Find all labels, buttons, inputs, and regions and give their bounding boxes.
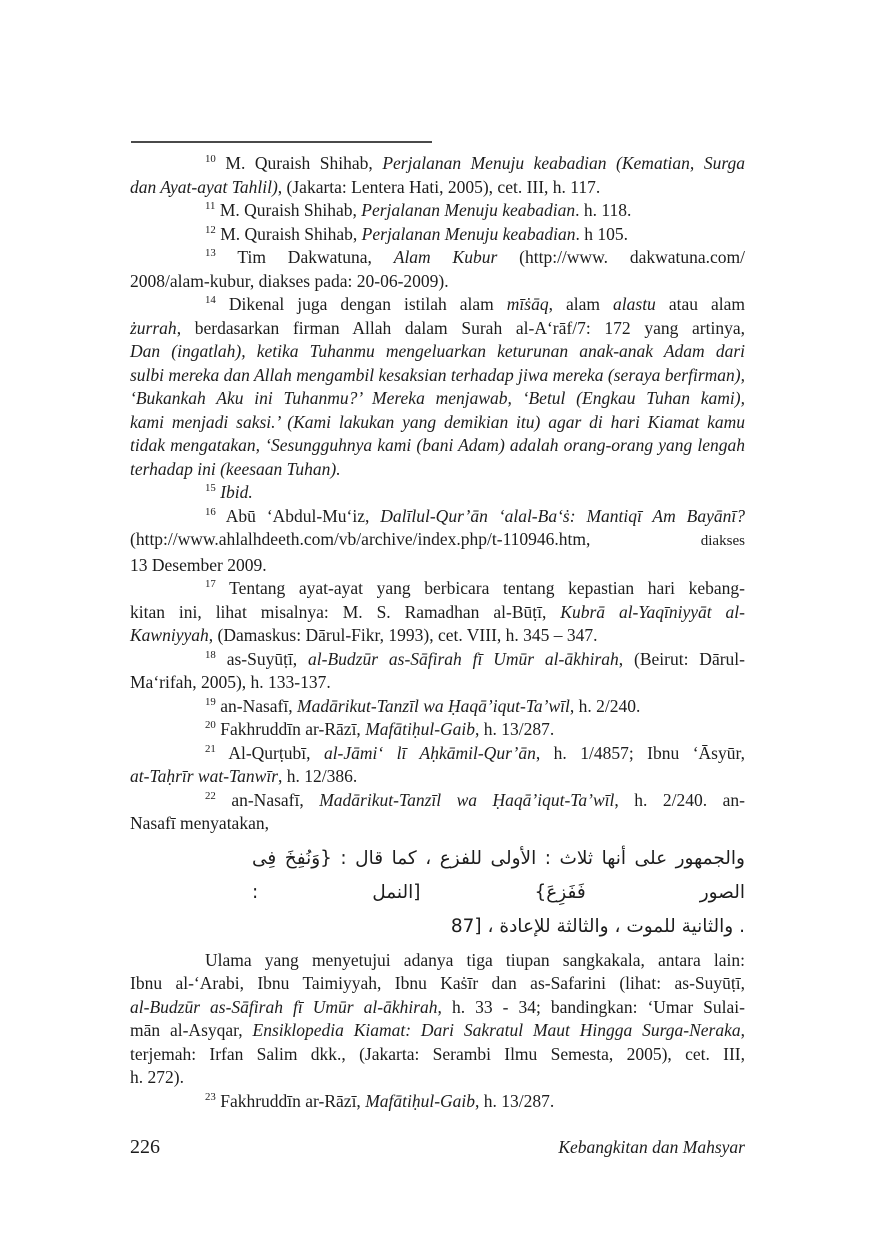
footnote-marker: 10 (205, 153, 216, 166)
text-run: (http://www.ahlalhdeeth.com/vb/archive/index.php/t-110946.htm, (130, 529, 701, 549)
footnote-23-line-1 (130, 1090, 745, 1114)
footnote-17-line-2 (130, 601, 745, 625)
text-run: mīṡāq (506, 294, 549, 314)
paragraph-ulama-line-6 (130, 1066, 745, 1090)
text-run: (http://www. dakwatuna.com/ (497, 247, 745, 267)
text-run: dan Ayat-ayat Tahlil) (130, 176, 278, 197)
footnote-18 (130, 648, 745, 695)
text-run: , h. 13/287. (475, 719, 555, 739)
text-run: żurrah (130, 317, 177, 338)
text-run: Abū ‘Abdul-Mu‘iz, (215, 505, 381, 526)
footnote-14-line-1 (130, 293, 745, 317)
footnote-16-line-1 (130, 505, 745, 529)
text-run: 13 Desember 2009. (130, 554, 267, 575)
text-run: Tentang ayat-ayat yang berbicara tentang kepastian hari kebang- (215, 578, 745, 598)
page-footer (130, 1136, 745, 1159)
footnote-marker: 16 (205, 505, 216, 518)
text-run: Ibid. (220, 482, 253, 502)
footnote-10-line-1 (130, 152, 745, 176)
footnote-19 (130, 695, 745, 719)
footnote-20-line-1 (130, 718, 745, 742)
text-run: kami menjadi saksi.’ (Kami lakukan yang demikian itu) agar di hari Kiamat kamu (130, 411, 745, 432)
footnote-marker: 19 (205, 695, 216, 708)
text-run: Mafātiḥul-Gaib (365, 1090, 476, 1111)
footnote-marker: 18 (205, 648, 216, 661)
footnote-marker: 23 (205, 1090, 216, 1103)
footnote-17 (130, 577, 745, 648)
text-run: Al-Qurṭubī, (215, 742, 324, 763)
text-run: Ulama yang menyetujui adanya tiga tiupan sangkakala, antara lain: (205, 949, 745, 970)
footnote-23 (130, 1090, 745, 1114)
text-run: al-Budzūr as-Sāfirah fī Umūr al-ākhirah (308, 648, 619, 669)
paragraph-ulama (130, 949, 745, 1090)
text-run: Madārikut-Tanzīl wa Ḥaqā’iqut-Ta’wīl (297, 695, 570, 716)
text-run: Ibnu al-‘Arabi, Ibnu Taimiyyah, Ibnu Kaṡīr dan as-Safarini (lihat: as-Suyūṭī, (130, 973, 745, 993)
text-run: at-Taḥrīr wat-Tanwīr (130, 766, 279, 786)
footnote-21-line-2 (130, 765, 745, 789)
footnote-11 (130, 199, 745, 223)
text-flow (130, 152, 745, 1113)
footnote-12 (130, 223, 745, 247)
text-run: Fakhruddīn ar-Rāzī, (215, 1090, 366, 1111)
text-run: ‘Bukankah Aku ini Tuhanmu?’ Mereka menjawab, ‘Betul (Engkau Tuhan kami), (130, 388, 745, 408)
footnote-19-line-1 (130, 695, 745, 719)
arabic-quote-line-1 (130, 842, 745, 910)
footnote-13 (130, 246, 745, 293)
footnote-21-line-1 (130, 742, 745, 766)
footnote-22-line-1 (130, 789, 745, 813)
footnote-marker: 15 (205, 482, 216, 495)
page-number: 226 (130, 1136, 160, 1158)
text-run: Dalīlul-Qur’ān ‘alal-Ba‘ṡ: Mantiqī Am Bayānī? (380, 505, 745, 526)
footnote-13-line-1 (130, 246, 745, 270)
footnote-22 (130, 789, 745, 836)
paragraph-ulama-line-5 (130, 1043, 745, 1067)
text-run: tidak mengatakan, ‘Sesungguhnya kami (bani Adam) adalah orang-orang yang lengah (130, 435, 745, 455)
footnote-15 (130, 481, 745, 505)
text-run: Nasafī menyatakan, (130, 813, 269, 833)
text-run: an-Nasafī, (215, 789, 320, 810)
footnote-14-line-2 (130, 317, 745, 341)
arabic-quote (130, 842, 745, 944)
footnote-14-line-5 (130, 387, 745, 411)
footnote-12-line-1 (130, 223, 745, 247)
paragraph-ulama-line-4 (130, 1019, 745, 1043)
footnote-17-line-1 (130, 577, 745, 601)
footnote-11-line-1 (130, 199, 745, 223)
footnote-14-line-7 (130, 434, 745, 458)
text-run: an-Nasafī, (215, 695, 297, 716)
footnote-14-line-8 (130, 458, 745, 482)
footnote-20 (130, 718, 745, 742)
text-run: 2008/alam-kubur, diakses pada: 20-06-2009). (130, 270, 449, 291)
footnote-16-line-2 (130, 528, 745, 554)
text-run: Tim Dakwatuna, (215, 247, 394, 267)
text-run: Perjalanan Menuju keabadian (361, 223, 576, 244)
text-run: h. 272). (130, 1067, 184, 1087)
text-run: Madārikut-Tanzīl wa Ḥaqā’iqut-Ta’wīl (319, 789, 615, 810)
footnote-16 (130, 505, 745, 578)
footnote-16-line-3 (130, 554, 745, 578)
text-run: M. Quraish Shihab, (215, 153, 383, 173)
text-run: Perjalanan Menuju keabadian (361, 200, 576, 220)
footnote-14 (130, 293, 745, 481)
footnote-18-line-1 (130, 648, 745, 672)
text-run: . h 105. (575, 223, 629, 244)
text-run: M. Quraish Shihab, (215, 223, 362, 244)
text-run: al-Budzūr as-Sāfirah fī Umūr al-ākhirah (130, 996, 438, 1017)
footnote-marker: 13 (205, 247, 216, 260)
text-run: Dan (ingatlah), ketika Tuhanmu mengeluarkan keturunan anak-anak Adam dari (130, 341, 745, 361)
text-run: Dikenal juga dengan istilah alam (215, 294, 507, 314)
text-run: , (Jakarta: Lentera Hati, 2005), cet. III, h. 117. (277, 176, 601, 197)
text-run: M. Quraish Shihab, (215, 200, 362, 220)
footnote-10 (130, 152, 745, 199)
paragraph-ulama-line-2 (130, 972, 745, 996)
arabic-quote-line-2 (130, 910, 745, 944)
text-run: Perjalanan Menuju keabadian (Kematian, Surga (382, 153, 745, 173)
text-run: Kubrā al-Yaqīniyyāt al- (560, 601, 745, 622)
text-run: Fakhruddīn ar-Rāzī, (215, 719, 366, 739)
footnote-marker: 12 (205, 223, 216, 236)
footnote-15-line-1 (130, 481, 745, 505)
paragraph-ulama-line-1 (130, 949, 745, 973)
text-run: , alam (548, 294, 614, 314)
footnote-marker: 11 (205, 200, 216, 213)
text-run: , h. 33 - 34; bandingkan: ‘Umar Sulai- (437, 996, 745, 1017)
text-run: 87] ، والثانية للموت ، والثالثة للإعادة . (450, 915, 745, 937)
footnote-marker: 17 (205, 578, 216, 591)
text-run: alastu (613, 294, 656, 314)
text-run: , berdasarkan firman Allah dalam Surah al-A‘rāf/7: 172 yang artinya, (176, 317, 745, 338)
text-run: diakses (700, 533, 745, 549)
text-run: , h. 2/240. (569, 695, 641, 716)
text-run: , h. 1/4857; Ibnu ‘Āsyūr, (535, 742, 745, 763)
footnote-21 (130, 742, 745, 789)
footnote-marker: 21 (205, 742, 216, 755)
footnote-17-line-3 (130, 624, 745, 648)
footnote-14-line-4 (130, 364, 745, 388)
text-run: , h. 13/287. (475, 1090, 555, 1111)
text-run: , h. 2/240. an- (614, 789, 745, 810)
text-run: , (Damaskus: Dārul-Fikr, 1993), cet. VIII, h. 345 – 347. (208, 625, 598, 645)
paragraph-ulama-line-3 (130, 996, 745, 1020)
text-run: Ensiklopedia Kiamat: Dari Sakratul Maut Hingga Surga-Neraka (252, 1020, 741, 1040)
text-run: mān al-Asyqar, (130, 1020, 253, 1040)
text-run: Mafātiḥul-Gaib (365, 719, 476, 739)
footnote-marker: 14 (205, 294, 216, 307)
footnote-10-line-2 (130, 176, 745, 200)
running-title: Kebangkitan dan Mahsyar (558, 1137, 745, 1157)
footnote-18-line-2 (130, 671, 745, 695)
text-run: , (740, 1020, 745, 1040)
text-run: , h. 12/386. (278, 766, 358, 786)
footnote-14-line-3 (130, 340, 745, 364)
footnote-separator-line (131, 141, 432, 143)
footnote-22-line-2 (130, 812, 745, 836)
text-run: as-Suyūṭī, (215, 648, 309, 669)
footnote-marker: 22 (205, 789, 216, 802)
text-run: kitan ini, lihat misalnya: M. S. Ramadhan al-Būṭī, (130, 601, 561, 622)
footnote-13-line-2 (130, 270, 745, 294)
text-run: . h. 118. (575, 200, 632, 220)
text-run: , (Beirut: Dārul- (618, 648, 745, 669)
text-run: Alam Kubur (393, 247, 498, 267)
text-run: والجمهور على أنها ثلاث : الأولى للفزع ، كما قال : {وَنُفِخَ فِى الصور فَفَزِعَ} [النمل : (252, 847, 745, 903)
text-run: atau alam (655, 294, 745, 314)
text-run: sulbi mereka dan Allah mengambil kesaksian terhadap jiwa mereka (seraya berfirman), (130, 364, 745, 385)
text-run: al-Jāmi‘ lī Aḥkāmil-Qur’ān (323, 742, 536, 763)
text-run: terhadap ini (keesaan Tuhan). (130, 458, 341, 479)
footnote-marker: 20 (205, 719, 216, 732)
footnote-14-line-6 (130, 411, 745, 435)
text-run: terjemah: Irfan Salim dkk., (Jakarta: Serambi Ilmu Semesta, 2005), cet. III, (130, 1043, 745, 1064)
text-run: Kawniyyah (130, 625, 209, 645)
text-run: Ma‘rifah, 2005), h. 133-137. (130, 672, 331, 692)
